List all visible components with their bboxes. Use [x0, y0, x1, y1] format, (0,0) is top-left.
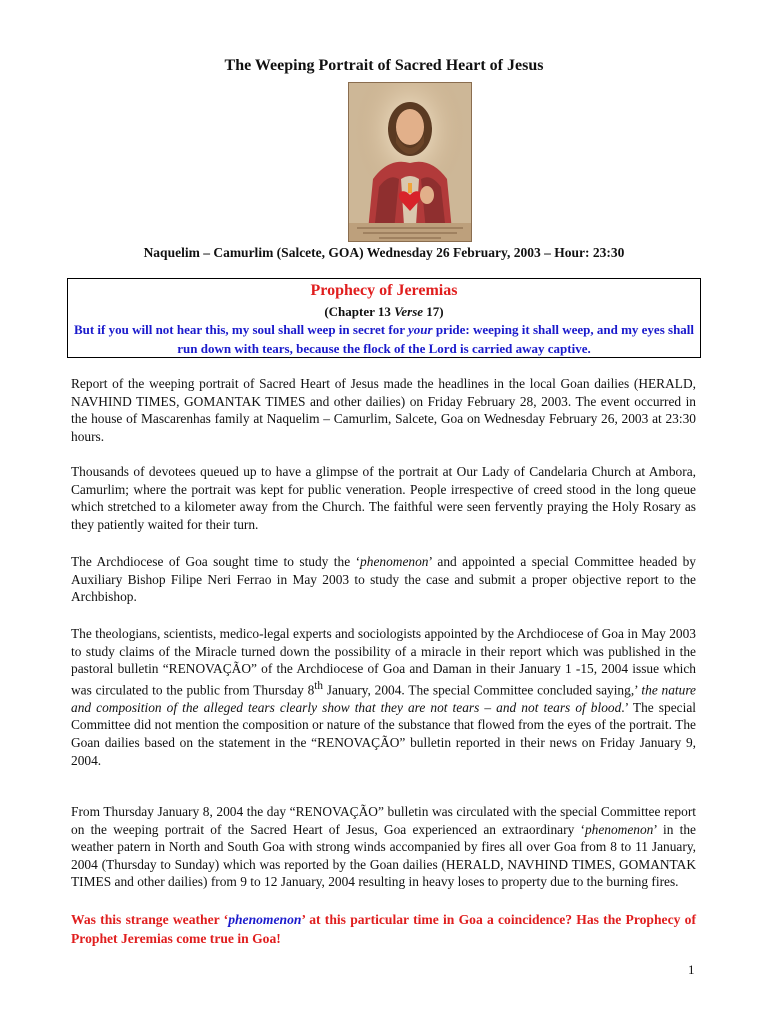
emphasis-your: your	[408, 322, 433, 337]
emphasis-phenomenon-2: phenomenon	[584, 821, 654, 837]
paragraph-weather-phenomenon: From Thursday January 8, 2004 the day “RENOVAÇÃO” bulletin was circulated with the special Committee report on the weeping portrait of the Sacred Heart of Jesus, Goa experienced an extraordinary ‘phenomenon’ in the weather patern in North and South Goa with strong winds accompanied by fires all over Goa from 8 to 11 January, 2004 (Thursday to Sunday) which was reported by the Goan dailies (HERALD, NAVHIND TIMES, GOMANTAK TIMES and other dailies) from 9 to 12 January, 2004 resulting in heavy loses to property due to the burning fires.	[71, 804, 697, 890]
paragraph-devotees: Thousands of devotees queued up to have a glimpse of the portrait at Our Lady of Candelaria Church at Ambora, Camurlim; where the portrait was kept for public veneration. People irrespective of creed stood in the long queue which stretched to a kilometer away from the Church. The faithful were seen fervently praying the Holy Rosary as they patiently waited for their turn.	[71, 464, 696, 532]
document-title: The Weeping Portrait of Sacred Heart of Jesus	[224, 57, 544, 74]
prophecy-reference: (Chapter 13 Verse 17)	[324, 304, 444, 319]
verse-word: Verse	[394, 304, 424, 319]
closing-question: Was this strange weather ‘phenomenon’ at this particular time in Goa a coincidence? Has the Prophecy of Prophet Jeremias come true in Goa!	[71, 912, 696, 946]
emphasis-phenomenon: phenomenon	[360, 554, 429, 569]
page-number: 1	[688, 962, 695, 977]
prophecy-box	[67, 278, 701, 358]
prophecy-title: Prophecy of Jeremias	[310, 282, 458, 299]
sacred-heart-portrait-image	[348, 82, 472, 242]
ordinal-suffix: th	[314, 679, 323, 692]
committee-quote: the nature and composition of the alleged tears clearly show that they are not tears – and not tears of blood	[71, 682, 696, 715]
emphasis-phenomenon-closing: phenomenon	[228, 912, 302, 927]
location-date-line: Naquelim – Camurlim (Salcete, GOA) Wednesday 26 February, 2003 – Hour: 23:30	[143, 245, 625, 260]
paragraph-archdiocese: The Archdiocese of Goa sought time to study the ‘phenomenon’ and appointed a special Committee headed by Auxiliary Bishop Filipe Neri Ferrao in May 2003 to study the case and submit a proper objective report to the Archbishop.	[71, 554, 696, 605]
paragraph-headlines: Report of the weeping portrait of Sacred Heart of Jesus made the headlines in the local Goan dailies (HERALD, NAVHIND TIMES, GOMANTAK TIMES and other dailies) on Friday February 28, 2003. The event occurred in the house of Mascarenhas family at Naquelim – Camurlim, Salcete, Goa on Wednesday February 26, 2003 at 23:30 hours.	[71, 376, 696, 444]
prophecy-quote: But if you will not hear this, my soul shall weep in secret for your pride: weeping it shall weep, and my eyes shall run down with tears, because the flock of the Lord is carried away captive.	[73, 322, 695, 356]
paragraph-committee-report: The theologians, scientists, medico-legal experts and sociologists appointed by the Archdiocese of Goa in May 2003 to study claims of the Miracle turned down the possibility of a miracle in their report which was published in the pastoral bulletin “RENOVAÇÃO” of the Archdiocese of Goa and Daman in their January 1 -15, 2004 issue which was circulated to the public from Thursday 8th January, 2004. The special Committee concluded saying,’ the nature and composition of the alleged tears clearly show that they are not tears – and not tears of blood.’ The special Committee did not mention the composition or nature of the substance that flowed from the eyes of the portrait. The Goan dailies based on the statement in the “RENOVAÇÃO” bulletin reported in their news on Friday January 9, 2004.	[71, 626, 696, 768]
